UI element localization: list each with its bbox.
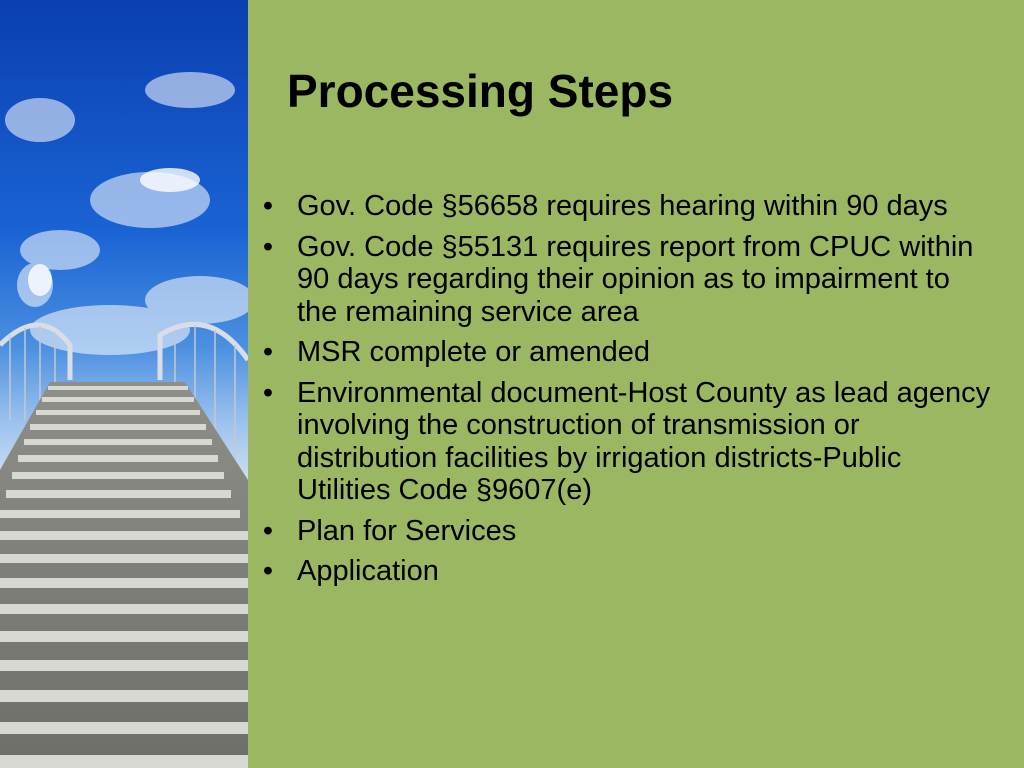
stairway-to-sky-image <box>0 0 248 768</box>
bullet-text: Application <box>297 555 439 587</box>
bullet-item <box>258 336 998 369</box>
bullet-icon: • <box>262 555 274 587</box>
bullet-item <box>258 231 998 329</box>
bullet-text: Environmental document-Host County as lead agency involving the construction of transmission or distribution facilities by irrigation districts-Public Utilities Code §9607(e) <box>297 376 991 506</box>
bullet-item <box>258 555 998 588</box>
bullet-icon: • <box>262 230 274 263</box>
bullet-icon: • <box>262 336 274 368</box>
bullet-text: Plan for Services <box>297 514 517 547</box>
bullet-item <box>258 190 998 223</box>
bullet-text: MSR complete or amended <box>297 336 650 368</box>
bullet-text: Gov. Code §55131 requires report from CPUC within 90 days regarding their opinion as to impairment to the remaining service area <box>297 230 974 328</box>
bullet-icon: • <box>262 190 274 222</box>
bullet-list <box>258 190 998 596</box>
bullet-text: Gov. Code §56658 requires hearing within 90 days <box>297 190 948 222</box>
bullet-icon: • <box>262 514 274 547</box>
bullet-item <box>258 377 998 507</box>
bullet-icon: • <box>262 376 274 409</box>
bullet-item <box>258 515 998 548</box>
stairway-illustration <box>0 0 248 768</box>
slide-title: Processing Steps <box>287 65 674 117</box>
